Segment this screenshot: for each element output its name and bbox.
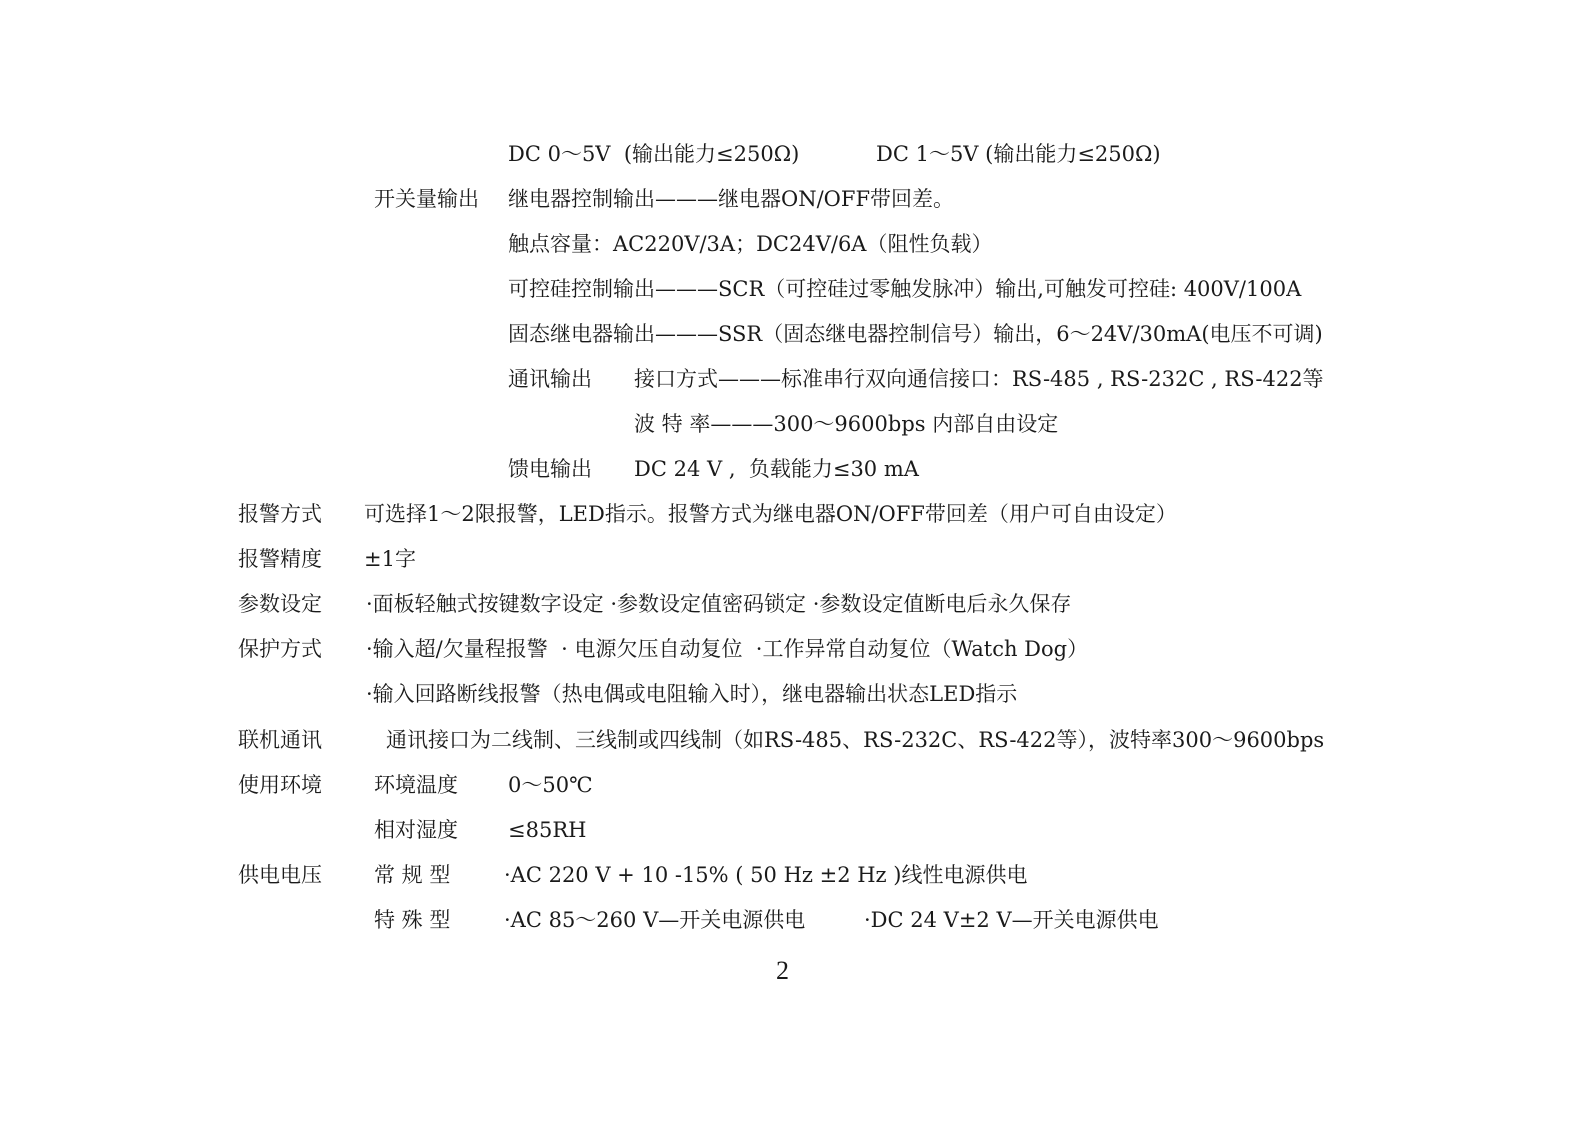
interface-mode: 接口方式———标准串行双向通信接口：RS-485 , RS-232C , RS-422等 xyxy=(634,367,1324,391)
alarm-mode-label: 报警方式 xyxy=(238,502,322,526)
comm-output-label: 通讯输出 xyxy=(508,367,592,391)
ambient-temp-label: 环境温度 xyxy=(374,773,458,797)
regular-type-label: 常 规 型 xyxy=(374,863,451,887)
ambient-temp-value: 0～50℃ xyxy=(508,773,593,797)
humidity-value: ≤85RH xyxy=(508,818,587,842)
special-ac-value: ·AC 85～260 V—开关电源供电 xyxy=(504,908,806,932)
humidity-label: 相对湿度 xyxy=(374,818,458,842)
power-label: 供电电压 xyxy=(238,863,322,887)
alarm-precision-label: 报警精度 xyxy=(238,547,322,571)
protection-value-1: ·输入超/欠量程报警 · 电源欠压自动复位 ·工作异常自动复位（Watch Dog） xyxy=(366,637,1089,661)
ssr-output: 固态继电器输出———SSR（固态继电器控制信号）输出，6～24V/30mA(电压不可调) xyxy=(508,322,1323,346)
param-setting-value: ·面板轻触式按键数字设定 ·参数设定值密码锁定 ·参数设定值断电后永久保存 xyxy=(366,592,1072,616)
alarm-mode-value: 可选择1～2限报警，LED指示。报警方式为继电器ON/OFF带回差（用户可自由设定） xyxy=(364,502,1177,526)
analog-output-dc-1-5v: DC 1～5V (输出能力≤250Ω) xyxy=(876,142,1161,166)
protection-value-2: ·输入回路断线报警（热电偶或电阻输入时），继电器输出状态LED指示 xyxy=(366,682,1018,706)
scr-control-output: 可控硅控制输出———SCR（可控硅过零触发脉冲）输出,可触发可控硅: 400V/100A xyxy=(508,277,1302,301)
environment-label: 使用环境 xyxy=(238,773,322,797)
special-type-label: 特 殊 型 xyxy=(374,908,451,932)
feed-output-label: 馈电输出 xyxy=(508,457,592,481)
protection-label: 保护方式 xyxy=(238,637,322,661)
feed-output-value: DC 24 V , 负载能力≤30 mA xyxy=(634,457,919,481)
online-comm-value: 通讯接口为二线制、三线制或四线制（如RS-485、RS-232C、RS-422等），波特率300～9600bps xyxy=(386,728,1325,752)
switch-output-label: 开关量输出 xyxy=(374,187,479,211)
relay-control-output: 继电器控制输出———继电器ON/OFF带回差。 xyxy=(508,187,955,211)
param-setting-label: 参数设定 xyxy=(238,592,322,616)
analog-output-dc-0-5v: DC 0～5V (输出能力≤250Ω) xyxy=(508,142,800,166)
contact-capacity: 触点容量：AC220V/3A；DC24V/6A（阻性负载） xyxy=(508,232,993,256)
page-number: 2 xyxy=(776,956,789,985)
special-dc-value: ·DC 24 V±2 V—开关电源供电 xyxy=(864,908,1159,932)
online-comm-label: 联机通讯 xyxy=(238,728,322,752)
baud-rate: 波 特 率———300～9600bps 内部自由设定 xyxy=(634,412,1059,436)
alarm-precision-value: ±1字 xyxy=(364,547,416,571)
regular-type-value: ·AC 220 V + 10 -15% ( 50 Hz ±2 Hz )线性电源供电 xyxy=(504,863,1028,887)
